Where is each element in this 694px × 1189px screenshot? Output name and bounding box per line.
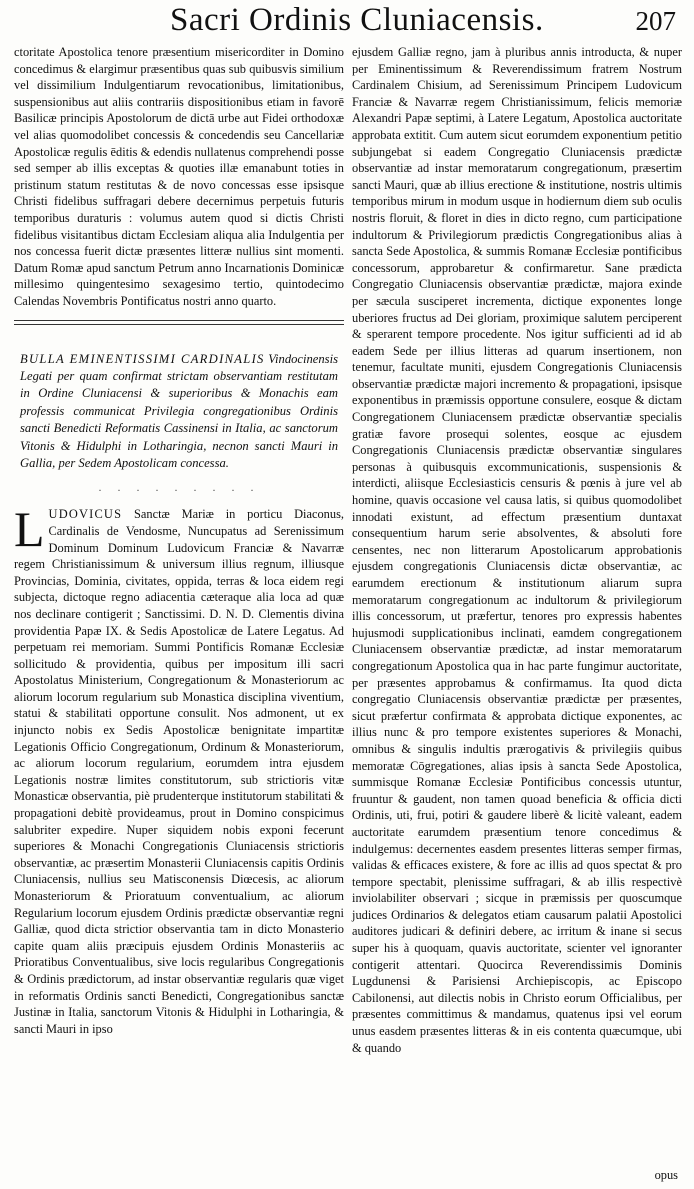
catchword: opus bbox=[654, 1168, 678, 1182]
bulla-heading-text: Vindocinensis Legati per quam confirmat strictam observantiam restitutam in Ordine Cluniacensi & superioribus & Monachis eam professis communicat Privilegia congregationibus Ordinis sancti Benedicti Reformatis Cassinensi in Italia, ac sanctorum Vitonis & Hidulphi in Lotharingia, necnon sancti Mauri in Gallia, per Sedem Apostolicam concessa. bbox=[20, 351, 338, 470]
bulla-body-continuation: ejusdem Galliæ regno, jam à pluribus annis introducta, & nuper per Eminentissimum & Reverendissimum fratrem Nostrum Cardinalem Chisium, ad Serenissimum Principem Ludovicum Franciæ & Navarræ regem Christianissimum, felicis memoriæ Alexandri Papæ septimi, à Latere Legatum, Apostolica auctoritate approbata extitit. Cum autem sicut eorumdem exponentium petitio subjungebat si eadem Congregatio Cluniacensis prædictæ observantiæ ad instar memoratarum congregationum, præsertim sancti Mauri, quæ ab illius erectione & institutione, nostris ultimis temporibus mirum in modum usque in hodiernum diem sub oculis nostris floruit, & floret in dies in dicto regno, cum participatione indultorum & Privilegiorum prædictis Congregationibus alias à sancta Sede Apostolica, & summis Romanæ Ecclesiæ pontificibus concessorum, approbaretur & confirmaretur. Sane prædicta Congregatio Cluniacensis observantiæ prædictæ, majora exinde per sæcula susciperet incrementa, dictique exponentes longe uberiores fructus ad Dei gloriam, proximique salutem perciperent & sperarent tempore procedente. Nos igitur sufficienti ad id ab eadem Sede per illius litteras ad quarum insertionem, non tenemur, facultate muniti, ejusdem Congregationis Cluniacensis observantiæ prædictæ majori incremento & propagationi, ipsisque exponentibus in præmissis opportune consulere, eosque & dictam Congregationem Cluniacensem prædictæ observantiæ specialis gratiæ favore prosequi solentes, eosque ac ejusdem Congregationis Cluniacensis prædictæ observantiæ singulares personas à quibusquis excommunicationis, suspensionis & interdicti, aliisque Ecclesiasticis censuris & pœnis à jure vel ab homine, quavis occasione vel causa latis, si quibus quomodolibet innodati existunt, ad effectum præsentium duntaxat consequentium harum serie absolventes, & absoluti fore censentes, nec non litterarum Apostolicarum approbationis ejusdem congregationis Cluniacensis dictæ observantiæ, ac earumdem erectionum & institutionum aliarum supra memoratarum congregationum ac indultorum & privilegiorum illis concessorum, ut præfertur, tenores pro expressis habentes hujusmodi supplicationibus inclinati, eamdem congregationem Cluniacensem observantiæ prædictæ, ad instar memoratarum congregationum Apostolica qua in hac parte fungimur auctoritate, per præsentes approbamus & confirmamus. Ita quod dicta congregatio Cluniacensis observantiæ prædictæ per præsentes, sicut præfertur confirmata & approbata dictique exponentes, ac illius nunc & pro tempore existentes superiores & Monachi, omnibus & singulis indultis prærogativis & privilegiis quibus memoratæ Cōgregationes, alias ipsis à sancta Sede Apostolica, summisque Romanæ Ecclesiæ Pontificibus concessis utuntur, fruuntur & gaudent, non tamen quoad beneficia & officia dicti Ordinis, uti, frui, potiri & gaudere liberè & licitè valeant, eadem auctoritate earumdem præsentium tenore concedimus & indulgemus: decernentes easdem presentes litteras semper firmas, validas & efficaces existere, & fore ac illis ad quos spectat & pro tempore spectabit, plenissime suffragari, & ab illis respectivè inviolabiliter observari ; sicque in præmissis per quoscumque judices Ordinarios & delegatos etiam causarum palatii Apostolici auditores judicari & definiri debere, ac irritum & inane si secus super his à quoquam, quavis auctoritate, scienter vel ignoranter contigerit attentari. Quocirca Reverendissimis Dominis Lugdunensi & Parisiensi Archiepiscopis, ac Episcopo Cabilonensi, aut dilectis nobis in Christo eorum Officialibus, per præsentes committimus & mandamus, quatenus ipsi vel eorum unus easdem præsentes litteras & in eis contenta quæcumque, ubi & quando bbox=[352, 45, 682, 1055]
page-number: 207 bbox=[635, 6, 676, 36]
ornament-divider: · · · · · · · · · bbox=[98, 483, 260, 498]
lead-word: UDOVICUS bbox=[48, 507, 123, 522]
left-column bbox=[14, 44, 344, 1037]
bulla-body-text: Sanctæ Mariæ in porticu Diaconus, Cardinalis de Vendosme, Nuncupatus ad Serenissimum Dominum Dominum Ludovicum Franciæ & Navarræ regem Christianissimum & universum illius regnum, illiusque Provincias, Dominia, civitates, oppida, terras & loca eidem regi subjecta, dictoque regno adiacentia cæteraque alia loca ad quæ nos declinare contigerit ; Sanctissimi. D. N. D. Clementis divina providentia Papæ IX. & Sedis Apostolicæ de Latere Legatus. Ad perpetuam rei memoriam. Summi Pontificis Romanæ Ecclesiæ sollicitudo & providentia, quibus per impositum illi sacri Apostolatus Ministerium, Congregationum & Monasteriorum ac aliorum locorum regularium sub Monastica disciplina viventium, statui & stabilitati opportune consulit. Nos admonent, ut ex injuncto nobis ex Sedis Apostolicæ benignitate impartitæ Legationis Officio Congregationum, Ordinum & Monasteriorum, ac aliorum locorum regularium, eorumdem intra ejusdem Legationis nostræ limites constitutorum, sub strictioris vitæ Monasticæ observantia, piè prudenterque institutorum stabilitati & propagationi debitè provideamus, prout in Domino conspicimus salubriter expedire. Nuper siquidem nobis exponi fecerunt superiores & Monachi Congregationis Cluniacensis strictioris observantiæ, ac præsertim Monasterii Cluniacensis capitis Ordinis Cluniacensis, nullius seu Matisconensis Diœcesis, ac aliorum Monasteriorum & Prioratuum conventualium, ac aliorum Regularium locorum ejusdem Ordinis prædictæ observantiæ regni Galliæ, quod dicta strictior observantia tam in dicto Monasterio capite quam aliis præcipuis ejusdem Ordinis Monasteriis ac Prioratibus Conventualibus, sive locis regularibus Congregationis & Ordinis prædictorum, ad instar observantiæ regularis quæ viget in reformatis Ordinis sancti Benedicti, Congregationibus sanctæ Justinæ in Italia, sanctorum Vitonis & Hidulphi in Lotharingia, & sancti Mauri in ipso bbox=[14, 507, 345, 1036]
section-rule bbox=[14, 324, 344, 325]
drop-cap: L bbox=[14, 501, 45, 558]
bulla-body-paragraph bbox=[14, 501, 345, 1037]
right-column bbox=[352, 44, 682, 1056]
bulla-heading bbox=[20, 351, 338, 473]
section-rule bbox=[14, 320, 344, 321]
bulla-heading-caps: BULLA EMINENTISSIMI CARDINALIS bbox=[20, 351, 265, 366]
running-head bbox=[0, 0, 694, 40]
running-title: Sacri Ordinis Cluniacensis. bbox=[170, 2, 544, 38]
continuation-paragraph: ctoritate Apostolica tenore præsentium misericorditer in Domino concedimus & elargimur præsentibus quas sub quibusvis similium vel dissimilium Indulgentiarum revocationibus, limitationibus, suspensionibus aut aliis contrariis dispositionibus etiam in favorē Basilicæ principis Apostolorum de dictā urbe aut Fidei orthodoxæ vel alias quomodolibet concessis & concedendis seu Cancellariæ Apostolicæ regulis ēditis & edendis nullatenus comprehendi posse sed semper ab illis exceptas & quoties illæ emanabunt toties in pristinum statum restitutas & de novo concessas esse ipsisque Christi fidelibus suffragari debere decernimus perpetuis futuris temporibus duraturis : volumus autem quod si dictis Christi fidelibus visitantibus dictam Ecclesiam aliqua alia Indulgentia per nos concessa fuerit dictæ præsentes litteræ nullius sint momenti. Datum Romæ apud sanctum Petrum anno Incarnationis Dominicæ millesimo quingentesimo sexagesimo tertio, quintodecimo Calendas Novembris Pontificatus nostri anno quarto. bbox=[14, 45, 344, 308]
